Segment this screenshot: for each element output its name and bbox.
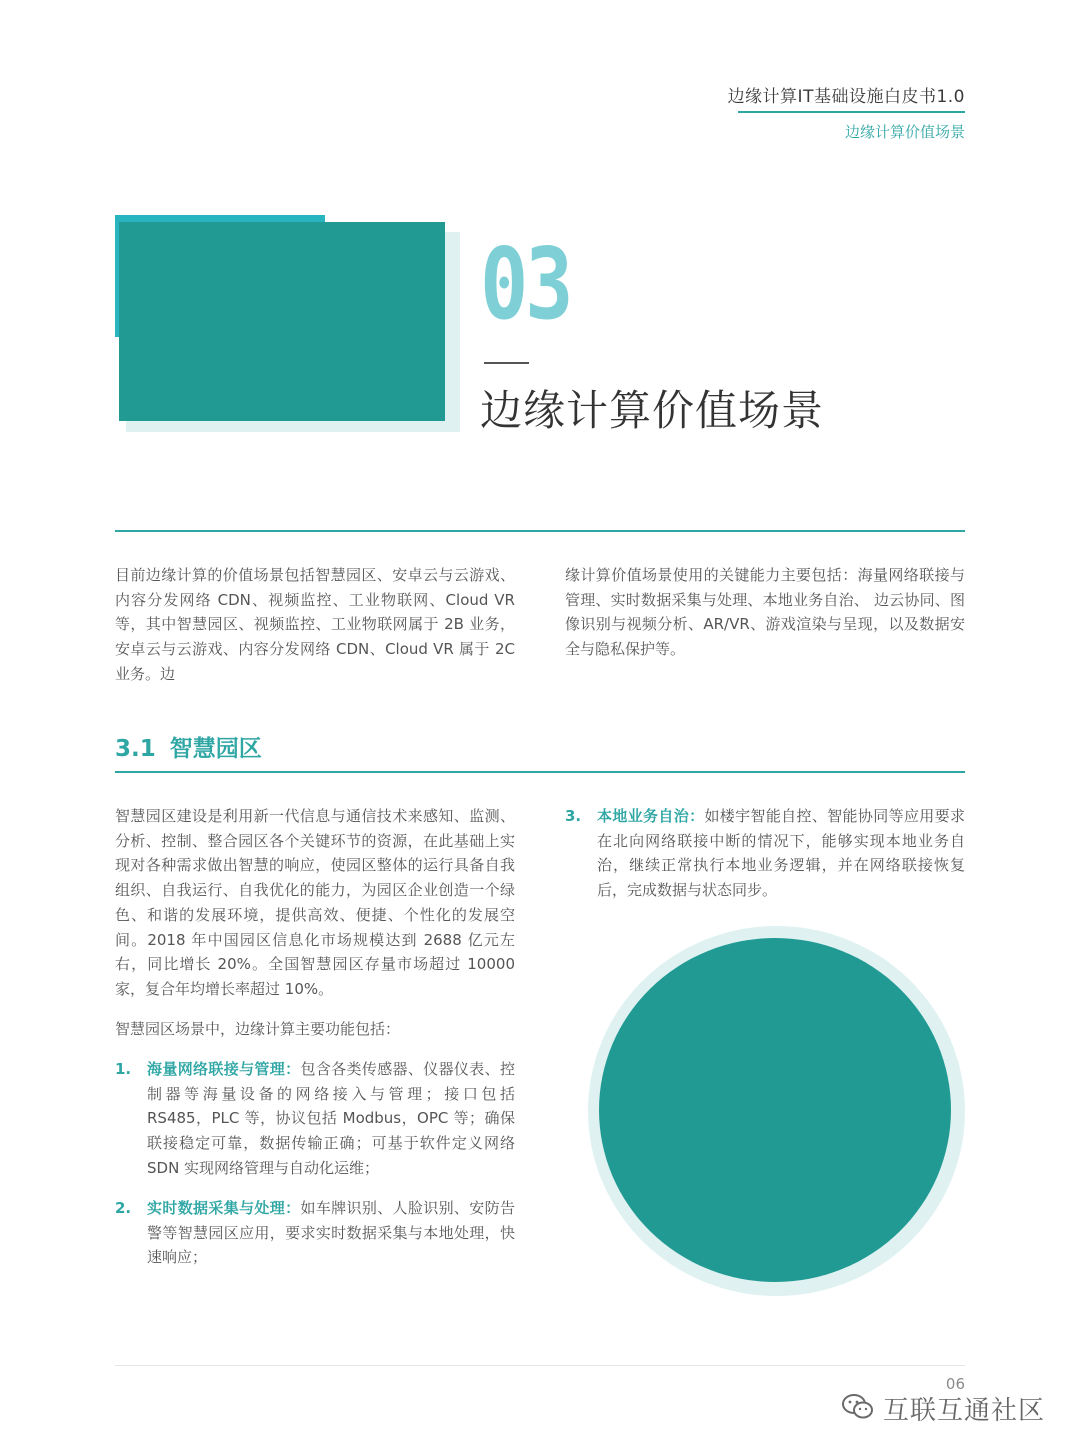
page-number: 06 [945, 1375, 965, 1393]
list-item-text: 如楼宇智能自控、智能协同等应用要求在北向网络联接中断的情况下，能够实现本地业务自治，继续正常执行本地业务逻辑，并在网络联接恢复后，完成数据与状态同步。 [597, 807, 965, 900]
header-divider [738, 111, 965, 113]
header-section-label: 边缘计算价值场景 [844, 123, 965, 141]
intro-divider [115, 530, 965, 532]
watermark [841, 1390, 1045, 1427]
section-divider [115, 771, 965, 773]
chapter-number: 03 [480, 228, 571, 342]
chapter-main-block [119, 222, 445, 421]
list-item-number: 2. [115, 1199, 132, 1217]
section-number: 3.1 [115, 736, 156, 762]
list-item-lead: 实时数据采集与处理： [147, 1199, 301, 1217]
decorative-circle [599, 938, 951, 1282]
chapter-title: 边缘计算价值场景 [480, 386, 825, 435]
list-item-1 [115, 1057, 515, 1181]
intro-right-column: 缘计算价值场景使用的关键能力主要包括：海量网络联接与管理、实时数据采集与处理、本地业务自治、 边云协同、图像识别与视频分析、AR/VR、游戏渲染与呈现，以及数据安全与隐私保护等。 [565, 566, 965, 659]
footer-divider [115, 1365, 965, 1366]
section-title: 智慧园区 [169, 736, 262, 762]
watermark-text: 互联互通社区 [882, 1396, 1045, 1426]
list-item-number: 1. [115, 1060, 132, 1078]
section-list-intro: 智慧园区场景中，边缘计算主要功能包括： [115, 1020, 401, 1038]
chapter-title-rule [484, 362, 529, 364]
list-item-text: 包含各类传感器、仪器仪表、控制器等海量设备的网络接入与管理；接口包括 RS485，PLC 等，协议包括 Modbus，OPC 等；确保联接稳定可靠，数据传输正确；可基于软件定义网络 SDN 实现网络管理与自动化运维； [147, 1060, 515, 1177]
list-item-number: 3. [565, 807, 582, 825]
intro-left-column: 目前边缘计算的价值场景包括智慧园区、安卓云与云游戏、内容分发网络 CDN、视频监控、工业物联网、Cloud VR 等，其中智慧园区、视频监控、工业物联网属于 2B 业务，安卓云与云游戏、内容分发网络 CDN、Cloud VR 属于 2C 业务。边 [115, 566, 515, 683]
list-item-lead: 海量网络联接与管理： [147, 1060, 301, 1078]
list-item-2 [115, 1196, 515, 1270]
list-item-3 [565, 804, 965, 903]
wechat-icon [841, 1392, 875, 1426]
section-paragraph: 智慧园区建设是利用新一代信息与通信技术来感知、监测、分析、控制、整合园区各个关键环节的资源，在此基础上实现对各种需求做出智慧的响应，使园区整体的运行具备自我组织、自我运行、自我优化的能力，为园区企业创造一个绿色、和谐的发展环境，提供高效、便捷、个性化的发展空间。2018 年中国园区信息化市场规模达到 2688 亿元左右，同比增长 20%。全国智慧园区存量市场超过 10000 家，复合年均增长率超过 10%。 [115, 807, 515, 998]
list-item-text: 如车牌识别、人脸识别、安防告警等智慧园区应用，要求实时数据采集与本地处理，快速响应； [147, 1199, 515, 1267]
document-title: 边缘计算IT基础设施白皮书1.0 [727, 87, 965, 107]
list-item-lead: 本地业务自治： [597, 807, 705, 825]
section-heading [115, 730, 262, 763]
